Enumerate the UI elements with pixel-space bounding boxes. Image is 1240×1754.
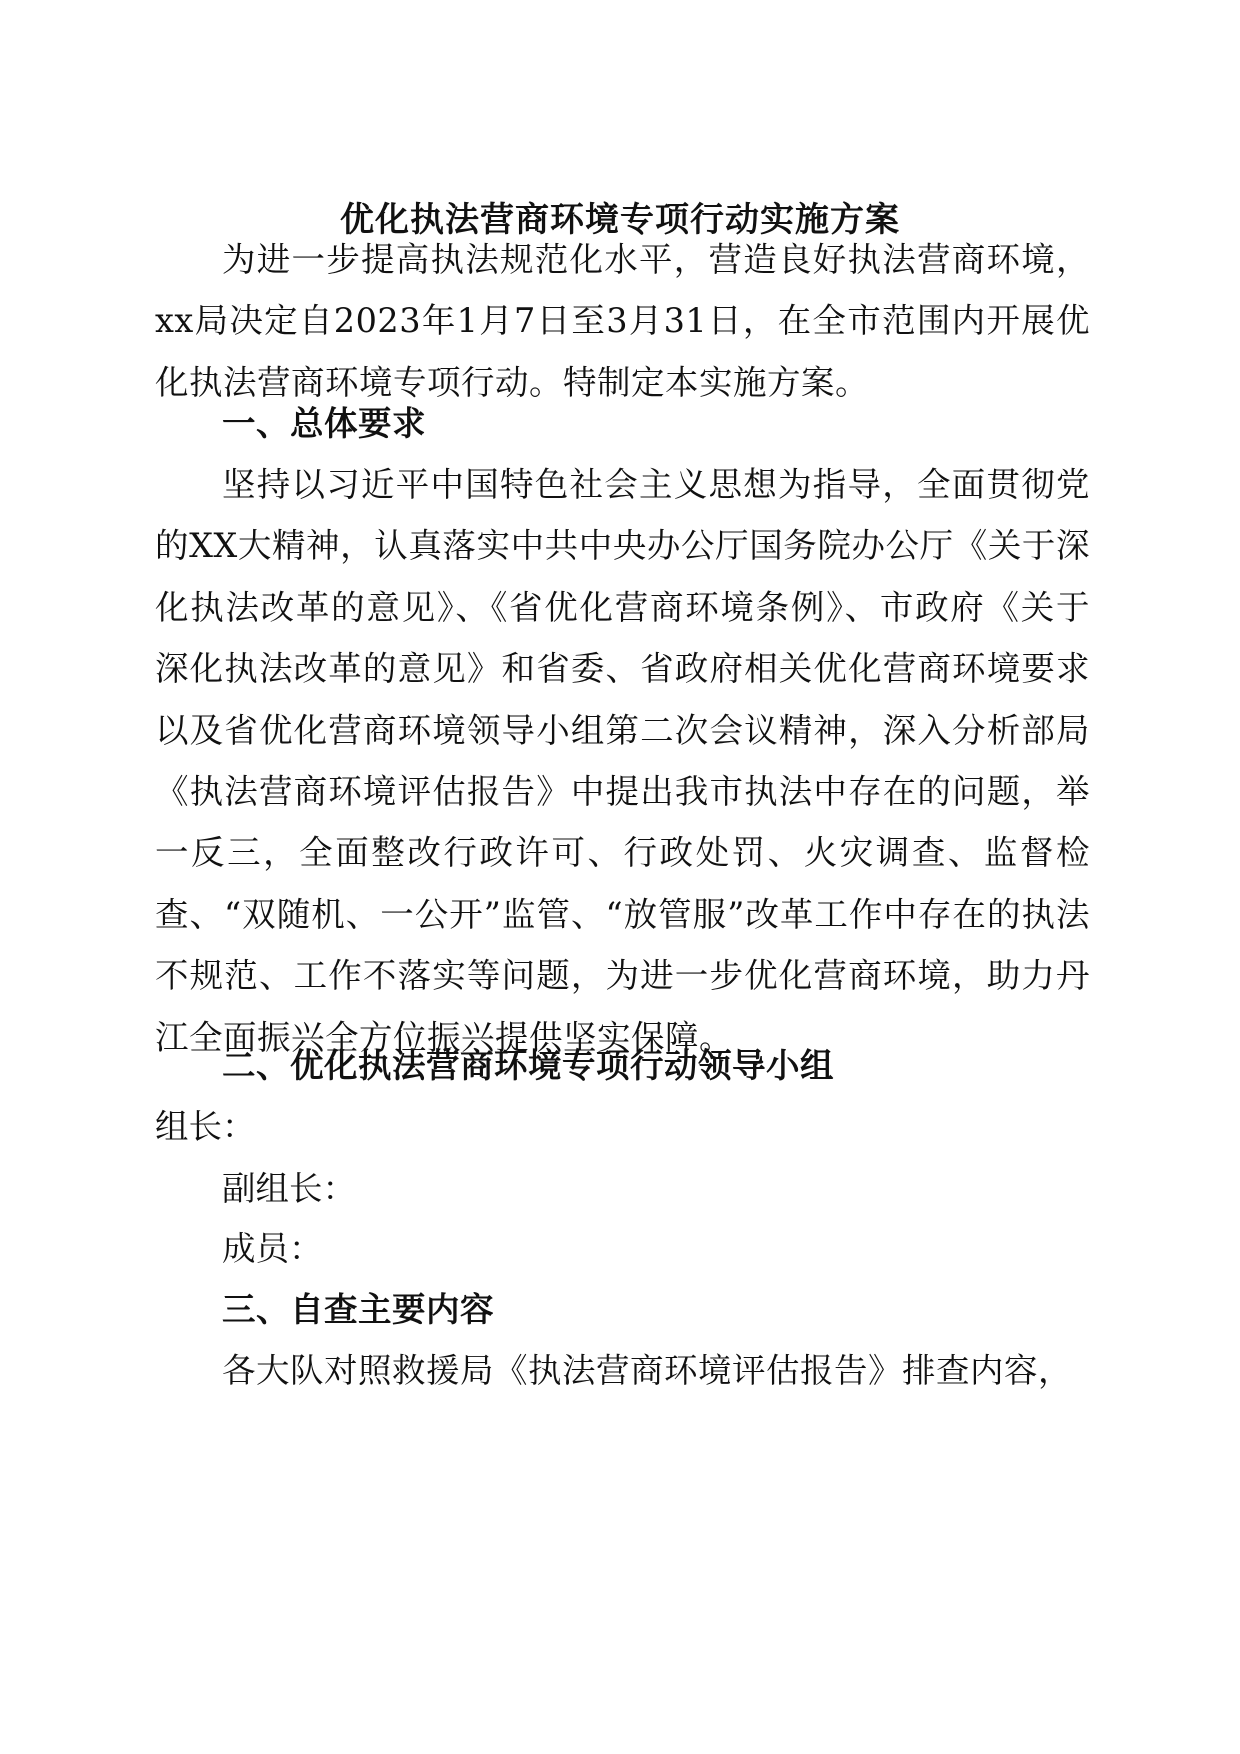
deputy-leader-label: 副组长： (222, 1169, 356, 1208)
intro-paragraph: 为进一步提高执法规范化水平，营造良好执法营商环境，xx局决定自2023年1月7日至3月31日，在全市范围内开展优化执法营商环境专项行动。特制定本实施方案。 (155, 240, 1090, 402)
document-title: 优化执法营商环境专项行动实施方案 (340, 200, 900, 240)
section3-heading: 三、自查主要内容 (222, 1290, 494, 1329)
members-label: 成员： (222, 1229, 323, 1268)
section1-heading: 一、总体要求 (222, 404, 426, 443)
section3-body: 各大队对照救援局《执法营商环境评估报告》排查内容， (222, 1351, 1072, 1390)
section2-heading: 二、优化执法营商环境专项行动领导小组 (222, 1046, 834, 1085)
leader-label: 组长： (155, 1107, 256, 1146)
section1-body: 坚持以习近平中国特色社会主义思想为指导，全面贯彻党的XX大精神，认真落实中共中央办公厅国务院办公厅《关于深化执法改革的意见》、《省优化营商环境条例》、市政府《关于深化执法改革的意见》和省委、省政府相关优化营商环境要求以及省优化营商环境领导小组第二次会议精神，深入分析部局《执法营商环境评估报告》中提出我市执法中存在的问题，举一反三，全面整改行政许可、行政处罚、火灾调查、监督检查、“双随机、一公开”监管、“放管服”改革工作中存在的执法不规范、工作不落实等问题，为进一步优化营商环境，助力丹江全面振兴全方位振兴提供坚实保障。 (155, 465, 1090, 1057)
